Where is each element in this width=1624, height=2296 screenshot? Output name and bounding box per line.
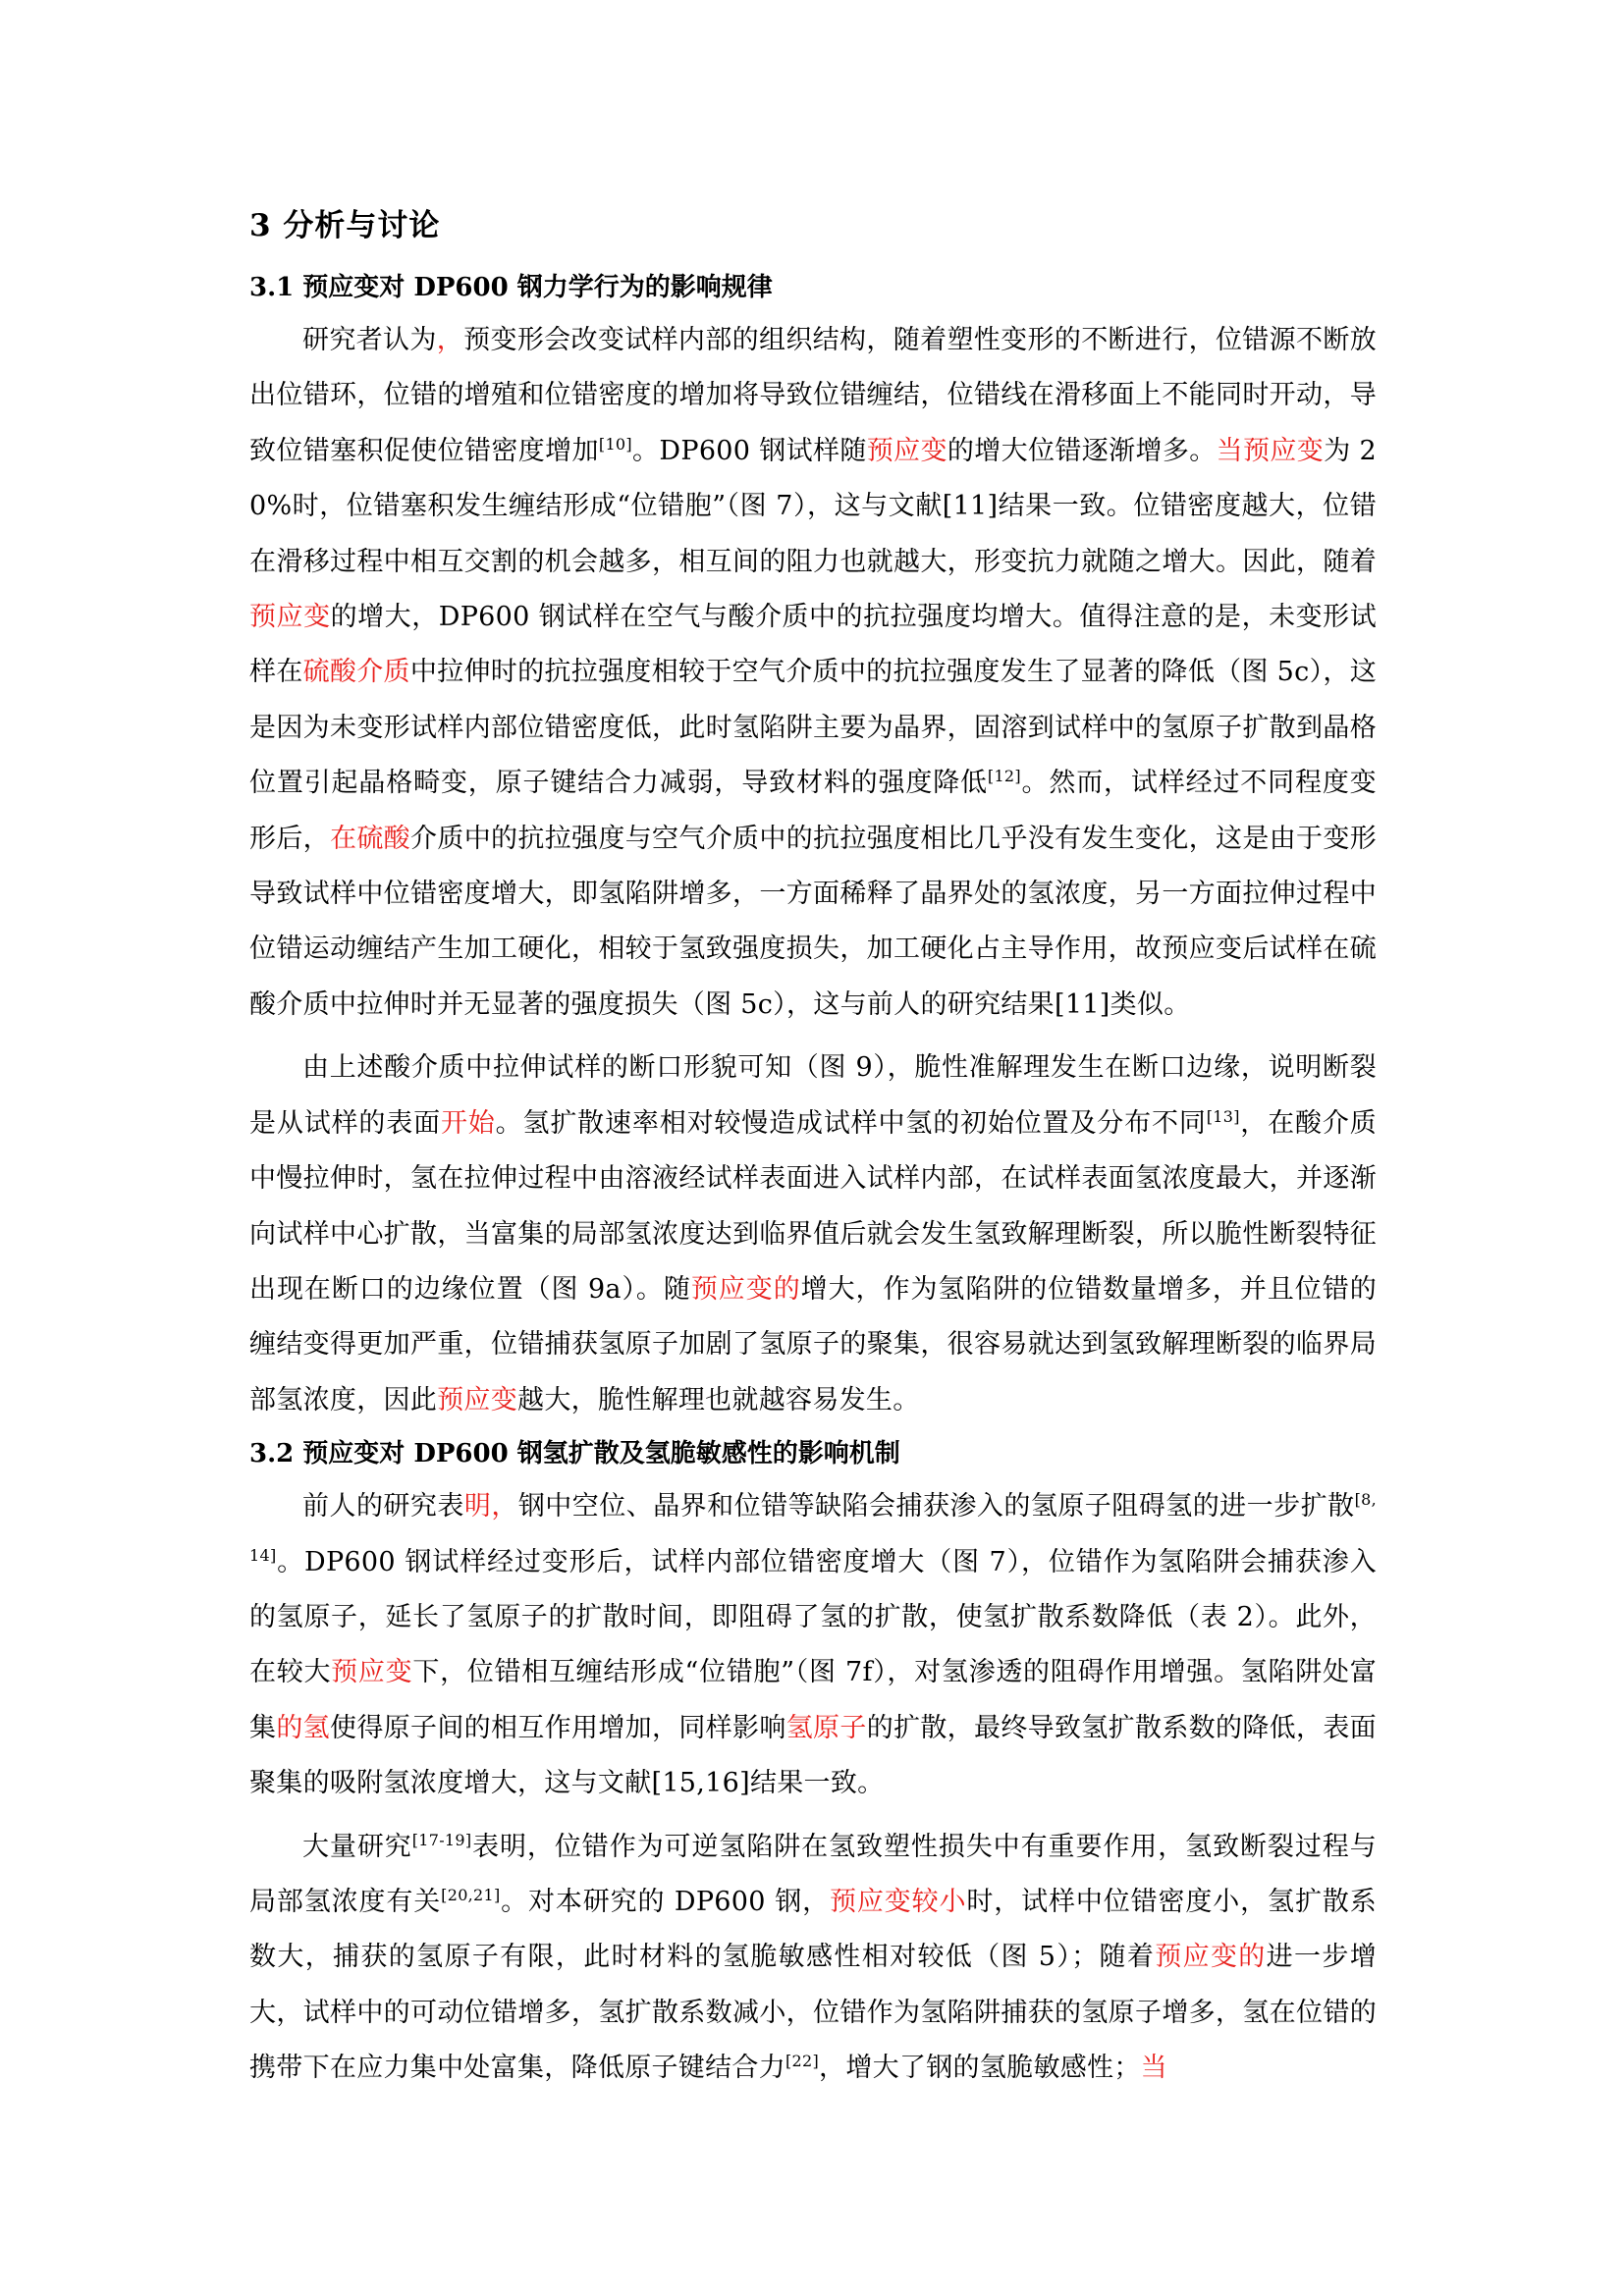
text-run: 。氢扩散速率相对较慢造成试样中氢的初始位置及分布不同 xyxy=(495,1107,1207,1139)
highlight-text: 明， xyxy=(463,1491,518,1522)
citation-ref: [10] xyxy=(598,434,632,454)
highlight-text: 当 xyxy=(1140,2053,1167,2084)
text-run: 表明，位错作为可逆氢陷阱在氢致塑性损失中有重要作用，氢致断裂过程与局部氢浓度有关 xyxy=(249,1831,1378,1917)
text-run: 进一步增大，试样中的可动位错增多，氢扩散系数减小，位错作为氢陷阱捕获的氢原子增多，氢在位错的携带下在应力集中处富集，降低原子键结合力 xyxy=(249,1942,1378,2084)
highlight-text: 预应变较小 xyxy=(829,1886,967,1917)
citation-ref: [17-19] xyxy=(411,1830,472,1849)
highlight-text: 预应变的 xyxy=(690,1273,801,1305)
text-run: 的扩散，最终导致氢扩散系数的降低，表面聚集的吸附氢浓度增大，这与文献[15,16]结果一致。 xyxy=(249,1712,1377,1799)
highlight-text: 预应变 xyxy=(437,1384,518,1415)
highlight-text: 的氢 xyxy=(276,1712,331,1743)
text-run: ，在酸介质中慢拉伸时，氢在拉伸过程中由溶液经试样表面进入试样内部，在试样表面氢浓度最大，并逐渐向试样中心扩散，当富集的局部氢浓度达到临界值后就会发生氢致解理断裂，所以脆性断裂特征出现在断口的边缘位置（图 9a）。随 xyxy=(249,1107,1377,1305)
subsection-title-3-1: 3.1 预应变对 DP600 钢力学行为的影响规律 xyxy=(249,273,773,302)
highlight-text: 硫酸介质 xyxy=(302,657,410,688)
text-run: 研究者认为 xyxy=(302,325,437,355)
text-run: 为 20%时，位错塞积发生缠结形成“位错胞”（图 7），这与文献[11]结果一致。位错密度越大，位错在滑移过程中相互交割的机会越多，相互间的阻力也就越大，形变抗力就随之增大。因此，随着 xyxy=(249,435,1378,577)
text-run: 前人的研究表 xyxy=(302,1491,464,1522)
citation-ref: [13] xyxy=(1206,1106,1240,1126)
highlight-text: 预应变的 xyxy=(1155,1942,1267,1973)
text-run: 大量研究 xyxy=(302,1831,412,1862)
text-run: 。然而，试样经过不同程度变形后， xyxy=(249,768,1377,854)
paragraph-3-2-1 xyxy=(249,1479,1377,1811)
text-run: 。对本研究的 DP600 钢， xyxy=(500,1886,830,1917)
text-run: 预变形会改变试样内部的组织结构，随着塑性变形的不断进行，位错源不断放出位错环，位错的增殖和位错密度的增加将导致位错缠结，位错线在滑移面上不能同时开动，导致位错塞积促使位错密度增加 xyxy=(249,325,1378,466)
text-run: 中拉伸时的抗拉强度相较于空气介质中的抗拉强度发生了显著的降低（图 5c），这是因为未变形试样内部位错密度低，此时氢陷阱主要为晶界，固溶到试样中的氢原子扩散到晶格位置引起晶格畸变，原子键结合力减弱，导致材料的强度降低 xyxy=(249,657,1378,799)
text-run: 增大，作为氢陷阱的位错数量增多，并且位错的缠结变得更加严重，位错捕获氢原子加剧了氢原子的聚集，很容易就达到氢致解理断裂的临界局部氢浓度，因此 xyxy=(249,1273,1377,1415)
paragraph-3-1-2 xyxy=(249,1041,1377,1428)
text-run: 时，试样中位错密度小，氢扩散系数大，捕获的氢原子有限，此时材料的氢脆敏感性相对较低（图 5）；随着 xyxy=(249,1886,1378,1973)
text-run: ，增大了钢的氢脆敏感性； xyxy=(819,2053,1141,2084)
paragraph-3-2-2 xyxy=(249,1820,1377,2097)
text-run: 使得原子间的相互作用增加，同样影响 xyxy=(330,1712,786,1743)
text-run: 介质中的抗拉强度与空气介质中的抗拉强度相比几乎没有发生变化，这是由于变形导致试样中位错密度增大，即氢陷阱增多，一方面稀释了晶界处的氢浓度，另一方面拉伸过程中位错运动缠结产生加工硬化，相较于氢致强度损失，加工硬化占主导作用，故预应变后试样在硫酸介质中拉伸时并无显著的强度损失（图 5c），这与前人的研究结果[11]类似。 xyxy=(249,823,1378,1020)
highlight-text: 预应变 xyxy=(331,1657,413,1688)
citation-ref: [12] xyxy=(987,767,1021,786)
text-run: 钢中空位、晶界和位错等缺陷会捕获渗入的氢原子阻碍氢的进一步扩散 xyxy=(517,1491,1355,1522)
text-run: 。DP600 钢试样随 xyxy=(631,435,867,466)
subsection-title-3-2: 3.2 预应变对 DP600 钢氢扩散及氢脆敏感性的影响机制 xyxy=(249,1439,900,1469)
highlight-text: 预应变 xyxy=(249,602,331,633)
highlight-text: 预应变 xyxy=(1243,435,1325,466)
paper-page xyxy=(249,201,1377,2097)
highlight-text: 当 xyxy=(1216,435,1244,466)
highlight-text: ， xyxy=(436,325,464,355)
text-run: 的增大，DP600 钢试样在空气与酸介质中的抗拉强度均增大。值得注意的是，未变形试样在 xyxy=(249,602,1377,688)
citation-ref: [8,14] xyxy=(249,1490,1377,1565)
text-run: 。DP600 钢试样经过变形后，试样内部位错密度增大（图 7），位错作为氢陷阱会捕获渗入的氢原子，延长了氢原子的扩散时间，即阻碍了氢的扩散，使氢扩散系数降低（表 2）。此外，在较大 xyxy=(249,1546,1377,1688)
text-run: 由上述酸介质中拉伸试样的断口形貌可知（图 9），脆性准解理发生在断口边缘，说明断裂是从试样的表面 xyxy=(249,1052,1377,1139)
paragraph-3-1-1 xyxy=(249,313,1377,1033)
text-run: 的增大位错逐渐增多。 xyxy=(947,435,1217,466)
citation-ref: [20,21] xyxy=(441,1885,501,1904)
citation-ref: [22] xyxy=(785,2052,820,2071)
section-title: 3 分析与讨论 xyxy=(249,208,441,243)
highlight-text: 预应变 xyxy=(866,435,947,466)
highlight-text: 氢原子 xyxy=(785,1712,867,1743)
highlight-text: 开始 xyxy=(440,1107,496,1139)
text-run: 下，位错相互缠结形成“位错胞”（图 7f），对氢渗透的阻碍作用增强。氢陷阱处富集 xyxy=(249,1657,1377,1743)
highlight-text: 在硫酸 xyxy=(330,823,411,854)
text-run: 越大，脆性解理也就越容易发生。 xyxy=(517,1384,920,1415)
